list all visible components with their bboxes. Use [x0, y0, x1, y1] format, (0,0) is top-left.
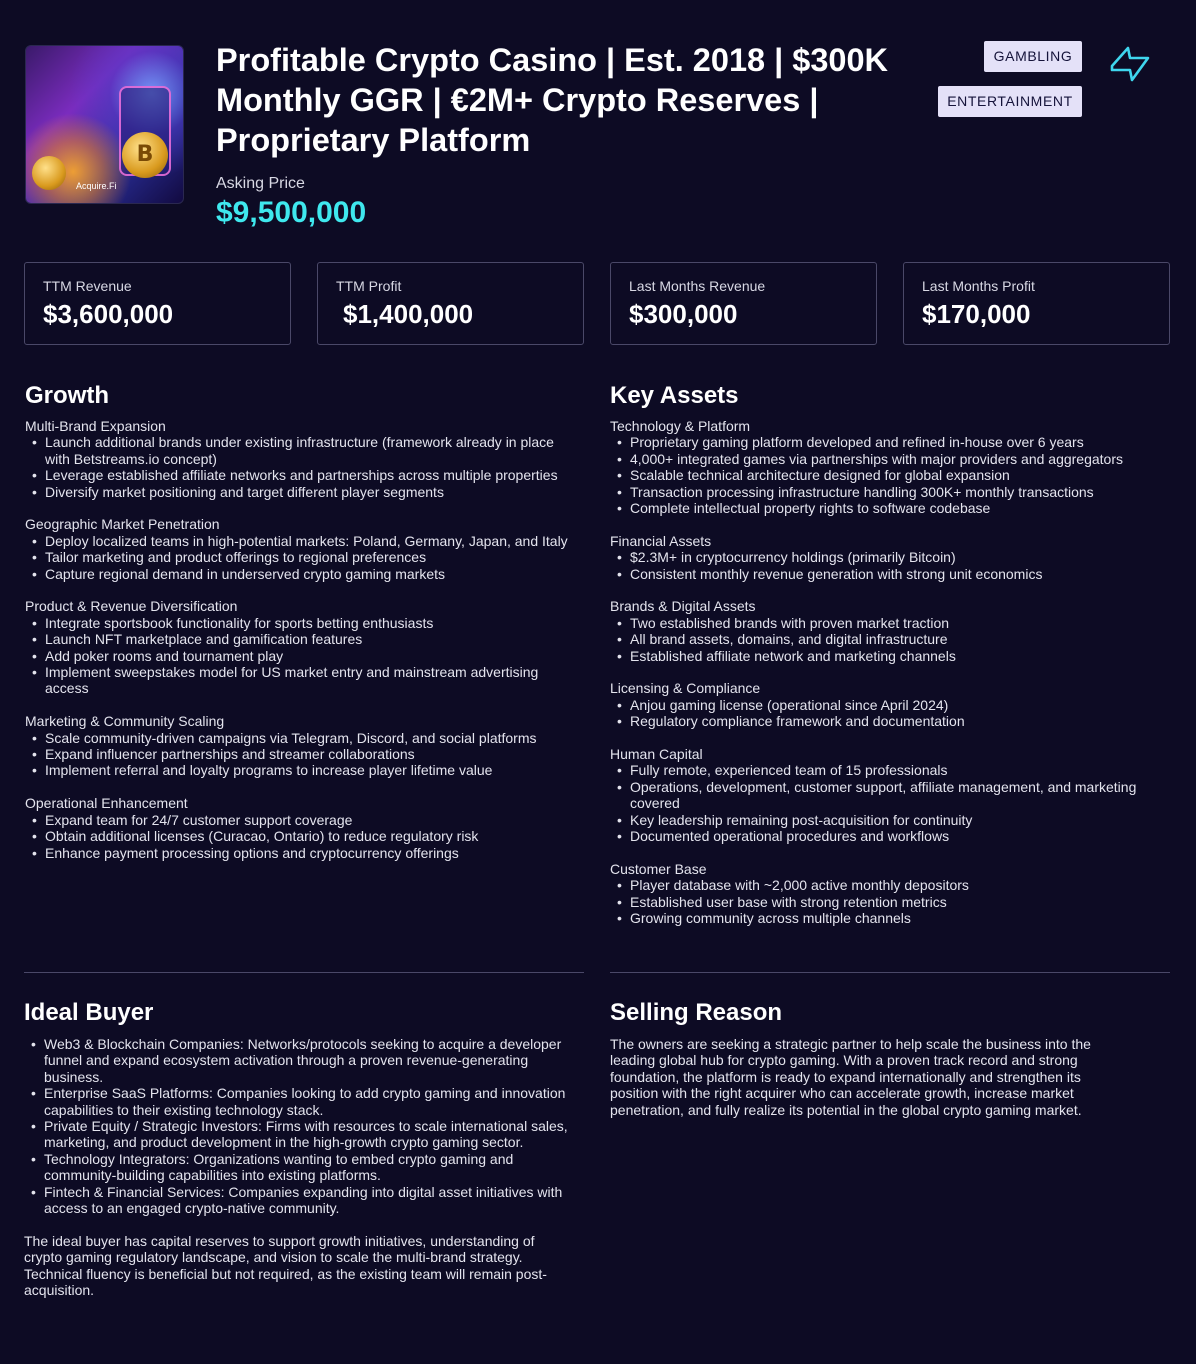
key-assets-section: [610, 381, 1180, 927]
list-item: • Launch additional brands under existing infrastructure (framework already in place with Betstreams.io concept): [25, 434, 570, 467]
list-item: • Operations, development, customer support, affiliate management, and marketing covered: [610, 779, 1180, 812]
selling-reason-section: [610, 998, 1120, 1118]
list-item: • Player database with ~2,000 active monthly depositors: [610, 877, 1180, 893]
selling-reason-text: The owners are seeking a strategic partner to help scale the business into the leading global hub for crypto gaming. With a proven track record and strong foundation, the platform is ready to expand internationally and strengthen its position with the right acquirer who can accelerate growth, increase market penetration, and fully realize its potential in the global crypto gaming market.: [610, 1036, 1091, 1118]
list-item: • Scale community-driven campaigns via Telegram, Discord, and social platforms: [25, 730, 570, 746]
list-item: • Established affiliate network and marketing channels: [610, 648, 1180, 664]
list-item: • Private Equity / Strategic Investors: Firms with resources to scale international sales, marketing, and product development in the high-growth crypto gaming sector.: [24, 1118, 569, 1151]
tag-gambling[interactable]: GAMBLING: [984, 41, 1082, 72]
asset-list: [610, 762, 1180, 844]
list-item: • Enhance payment processing options and cryptocurrency offerings: [25, 845, 570, 861]
ideal-buyer-list: [24, 1036, 569, 1216]
list-item: • Fully remote, experienced team of 15 professionals: [610, 762, 1180, 778]
bitcoin-coin-icon: B: [122, 132, 168, 178]
asset-list: [610, 697, 1180, 730]
asset-list: [610, 877, 1180, 926]
ideal-buyer-section: [24, 998, 569, 1298]
growth-group-title: Product & Revenue Diversification: [25, 598, 238, 615]
list-item: • Launch NFT marketplace and gamification features: [25, 631, 570, 647]
growth-group-title: Multi-Brand Expansion: [25, 418, 166, 434]
ideal-buyer-heading: Ideal Buyer: [24, 999, 154, 1026]
growth-group-title: Operational Enhancement: [25, 795, 188, 812]
coin-icon: [32, 156, 66, 190]
list-item: • Documented operational procedures and workflows: [610, 828, 1180, 844]
list-item: • Growing community across multiple channels: [610, 910, 1180, 926]
growth-group-title: Geographic Market Penetration: [25, 516, 220, 533]
metric-card-ttm-profit: [317, 262, 584, 345]
growth-list: [25, 434, 570, 500]
metric-label: TTM Profit: [336, 278, 402, 294]
listing-title: Profitable Crypto Casino | Est. 2018 | $300K Monthly GGR | €2M+ Crypto Reserves | Proprietary Platform: [216, 42, 889, 158]
list-item: • Enterprise SaaS Platforms: Companies looking to add crypto gaming and innovation capabilities to their existing technology stack.: [24, 1085, 569, 1118]
metric-label: TTM Revenue: [43, 278, 132, 294]
asset-list: [610, 549, 1180, 582]
list-item: • Obtain additional licenses (Curacao, Ontario) to reduce regulatory risk: [25, 828, 570, 844]
list-item: • $2.3M+ in cryptocurrency holdings (primarily Bitcoin): [610, 549, 1180, 565]
listing-thumbnail: [25, 45, 184, 204]
metric-value: $1,400,000: [343, 299, 474, 329]
list-item: • Key leadership remaining post-acquisition for continuity: [610, 812, 1180, 828]
list-item: • Regulatory compliance framework and documentation: [610, 713, 1180, 729]
list-item: • Scalable technical architecture designed for global expansion: [610, 467, 1180, 483]
list-item: • Technology Integrators: Organizations wanting to embed crypto gaming and community-building capabilities into existing platforms.: [24, 1151, 569, 1184]
growth-section: [25, 381, 570, 861]
asset-group-title: Technology & Platform: [610, 418, 751, 434]
metric-value: $300,000: [629, 299, 738, 329]
metric-label: Last Months Profit: [922, 278, 1035, 294]
acquire-logo-icon: [1108, 44, 1152, 84]
asset-group-title: Licensing & Compliance: [610, 680, 761, 697]
ideal-buyer-summary: The ideal buyer has capital reserves to support growth initiatives, understanding of crypto gaming regulatory landscape, and vision to scale the multi-brand strategy. Technical fluency is beneficial but not required, as the existing team will remain post-acquisition.: [24, 1232, 547, 1299]
list-item: • Web3 & Blockchain Companies: Networks/protocols seeking to acquire a developer funnel and expand ecosystem activation through a proven revenue-generating business.: [24, 1036, 569, 1085]
metric-card-last-months-revenue: [610, 262, 877, 345]
metric-card-last-months-profit: [903, 262, 1170, 345]
asking-price-label: Asking Price: [216, 175, 305, 192]
list-item: • Implement sweepstakes model for US market entry and mainstream advertising access: [25, 664, 570, 697]
list-item: • Expand team for 24/7 customer support coverage: [25, 812, 570, 828]
growth-list: [25, 730, 570, 779]
list-item: • Add poker rooms and tournament play: [25, 648, 570, 664]
growth-list: [25, 533, 570, 582]
growth-group-title: Marketing & Community Scaling: [25, 713, 225, 730]
list-item: • Tailor marketing and product offerings to regional preferences: [25, 549, 570, 565]
asset-list: [610, 615, 1180, 664]
list-item: • Anjou gaming license (operational since April 2024): [610, 697, 1180, 713]
list-item: • Fintech & Financial Services: Companies expanding into digital asset initiatives with access to an engaged crypto-native community.: [24, 1184, 569, 1217]
list-item: • Leverage established affiliate networks and partnerships across multiple properties: [25, 467, 570, 483]
growth-heading: Growth: [25, 382, 109, 409]
asset-group-title: Customer Base: [610, 860, 707, 877]
list-item: • Proprietary gaming platform developed and refined in-house over 6 years: [610, 434, 1180, 450]
list-item: • Diversify market positioning and target different player segments: [25, 484, 570, 500]
list-item: • Integrate sportsbook functionality for sports betting enthusiasts: [25, 615, 570, 631]
section-divider: [610, 972, 1170, 973]
asset-group-title: Brands & Digital Assets: [610, 598, 756, 615]
metric-value: $3,600,000: [43, 299, 174, 329]
list-item: • Transaction processing infrastructure handling 300K+ monthly transactions: [610, 484, 1180, 500]
growth-list: [25, 812, 570, 861]
list-item: • Capture regional demand in underserved crypto gaming markets: [25, 566, 570, 582]
list-item: • Implement referral and loyalty programs to increase player lifetime value: [25, 762, 570, 778]
asset-group-title: Financial Assets: [610, 532, 712, 549]
metric-value: $170,000: [922, 299, 1031, 329]
metric-label: Last Months Revenue: [629, 278, 766, 294]
list-item: • 4,000+ integrated games via partnerships with major providers and aggregators: [610, 451, 1180, 467]
list-item: • Consistent monthly revenue generation with strong unit economics: [610, 566, 1180, 582]
list-item: • Two established brands with proven market traction: [610, 615, 1180, 631]
asking-price-value: $9,500,000: [216, 196, 367, 229]
growth-list: [25, 615, 570, 697]
tag-entertainment[interactable]: ENTERTAINMENT: [938, 86, 1082, 117]
list-item: • Expand influencer partnerships and streamer collaborations: [25, 746, 570, 762]
asset-list: [610, 434, 1180, 516]
list-item: • Complete intellectual property rights to software codebase: [610, 500, 1180, 516]
metric-card-ttm-revenue: [24, 262, 291, 345]
section-divider: [24, 972, 584, 973]
selling-reason-heading: Selling Reason: [610, 999, 783, 1026]
key-assets-heading: Key Assets: [610, 382, 739, 409]
list-item: • Deploy localized teams in high-potential markets: Poland, Germany, Japan, and Italy: [25, 533, 570, 549]
list-item: • All brand assets, domains, and digital infrastructure: [610, 631, 1180, 647]
asset-group-title: Human Capital: [610, 746, 703, 763]
thumbnail-brand: Acquire.Fi: [76, 181, 117, 191]
list-item: • Established user base with strong retention metrics: [610, 894, 1180, 910]
